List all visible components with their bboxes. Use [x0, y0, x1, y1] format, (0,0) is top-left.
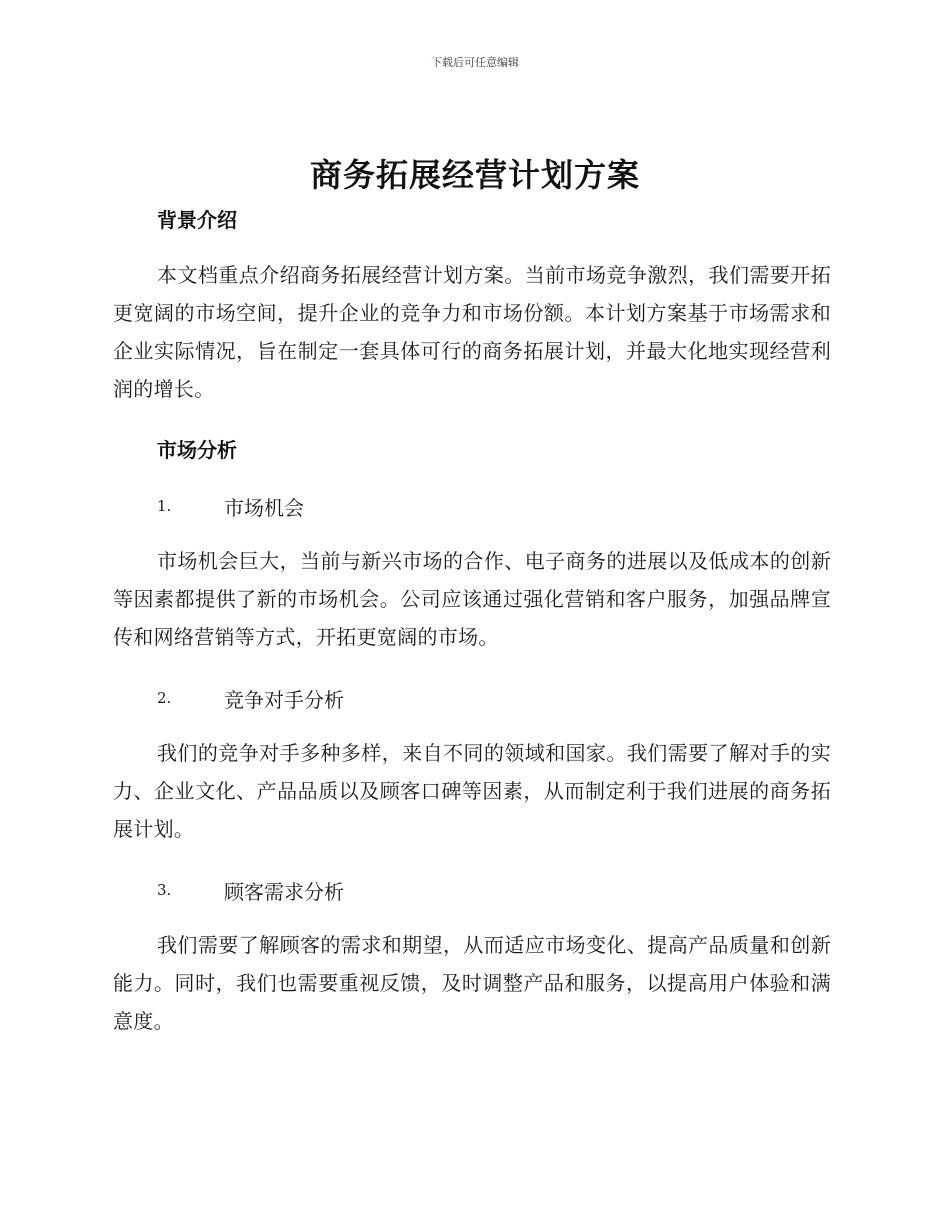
list-item-competitor-analysis	[157, 678, 831, 718]
list-item-label: 竞争对手分析	[224, 687, 344, 712]
list-item-number: 3.	[157, 881, 172, 899]
list-item-customer-needs	[157, 870, 831, 910]
competitor-analysis-paragraph: 我们的竞争对手多种多样，来自不同的领域和国家。我们需要了解对手的实力、企业文化、产品品质以及顾客口碑等因素，从而制定利于我们进展的商务拓展计划。	[113, 741, 831, 841]
header-note: 下载后可任意编辑	[431, 56, 519, 69]
section-heading-market: 市场分析	[157, 438, 237, 462]
list-item-label: 顾客需求分析	[224, 879, 344, 904]
list-item-market-opportunity	[157, 486, 831, 526]
section-heading-background: 背景介绍	[157, 208, 237, 232]
market-opportunity-paragraph: 市场机会巨大，当前与新兴市场的合作、电子商务的进展以及低成本的创新等因素都提供了新的市场机会。公司应该通过强化营销和客户服务，加强品牌宣传和网络营销等方式，开拓更宽阔的市场。	[113, 549, 831, 649]
document-title: 商务拓展经营计划方案	[309, 156, 640, 194]
list-item-number: 2.	[157, 689, 172, 707]
list-item-number: 1.	[157, 497, 172, 515]
background-paragraph: 本文档重点介绍商务拓展经营计划方案。当前市场竞争激烈，我们需要开拓更宽阔的市场空间，提升企业的竞争力和市场份额。本计划方案基于市场需求和企业实际情况，旨在制定一套具体可行的商务拓展计划，并最大化地实现经营利润的增长。	[113, 263, 831, 401]
list-item-label: 市场机会	[224, 495, 304, 520]
document-body	[113, 200, 831, 1040]
customer-needs-paragraph: 我们需要了解顾客的需求和期望，从而适应市场变化、提高产品质量和创新能力。同时，我们也需要重视反馈，及时调整产品和服务，以提高用户体验和满意度。	[113, 933, 831, 1033]
